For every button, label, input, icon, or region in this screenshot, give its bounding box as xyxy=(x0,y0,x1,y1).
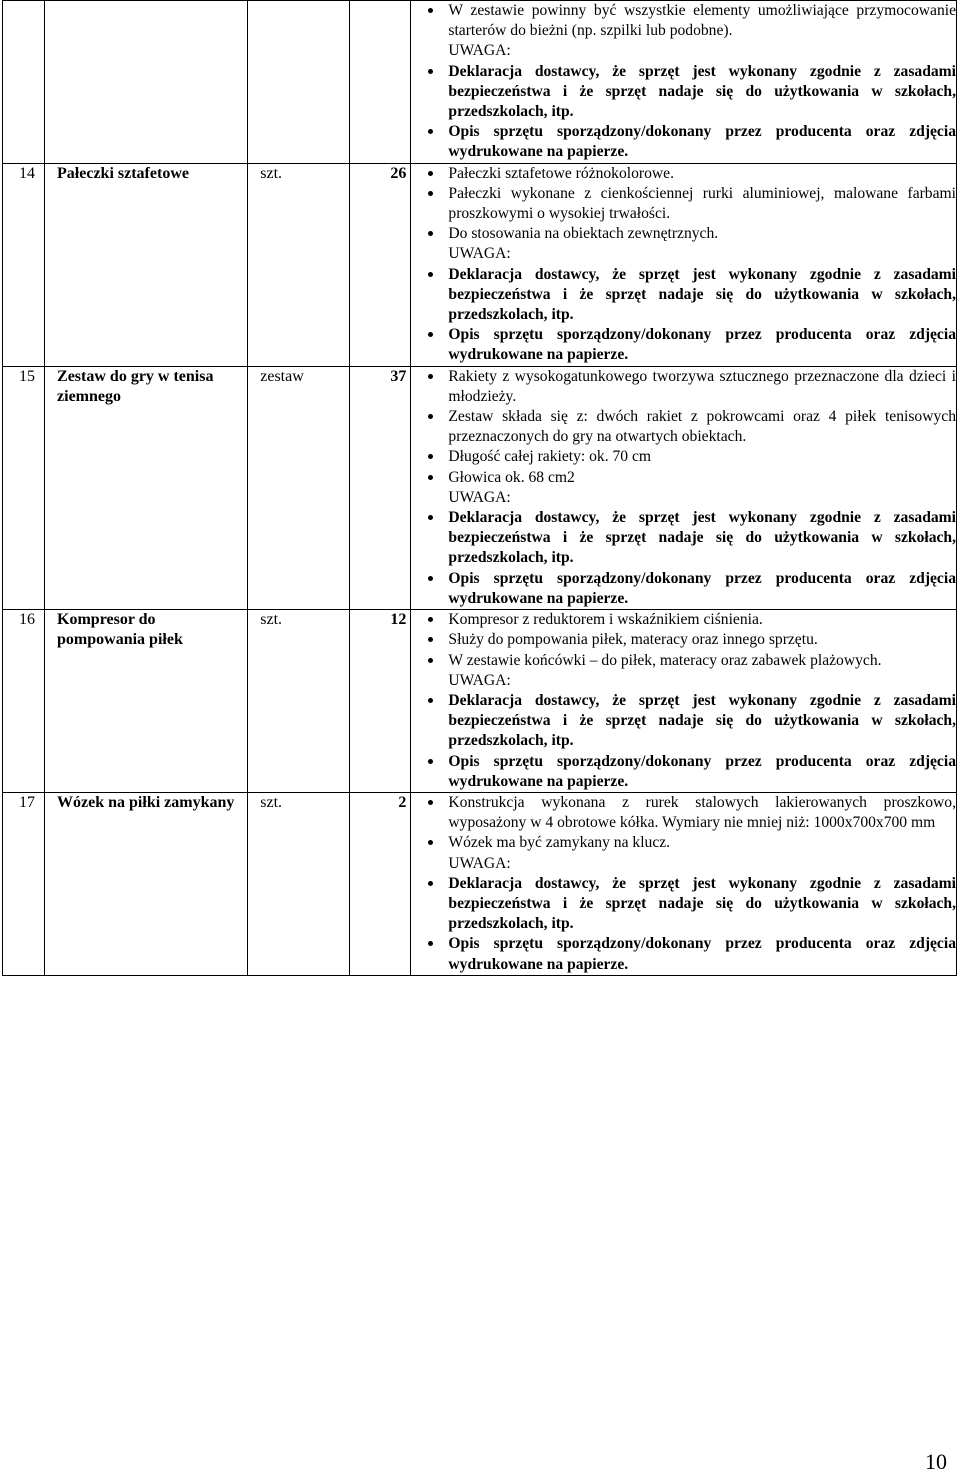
item-quantity: 12 xyxy=(390,611,407,629)
description-note-label: UWAGA: xyxy=(448,488,511,506)
item-name: Kompresor do pompowania piłek xyxy=(57,611,183,649)
item-name: Zestaw do gry w tenisa ziemnego xyxy=(57,367,214,405)
item-name-cell xyxy=(45,792,248,975)
item-description-list xyxy=(411,1,956,163)
item-unit-cell xyxy=(248,1,350,164)
item-quantity: 37 xyxy=(390,367,407,385)
item-description-cell xyxy=(411,610,957,793)
table-row xyxy=(3,610,957,793)
item-quantity: 26 xyxy=(390,164,407,182)
item-unit-cell xyxy=(248,366,350,609)
description-bullet-item: Pałeczki wykonane z cienkościennej rurki aluminiowej, malowane farbami proszkowymi o wysokiej trwałości. xyxy=(427,184,956,224)
item-name-cell xyxy=(45,1,248,164)
item-description-list xyxy=(411,610,956,792)
item-unit-cell xyxy=(248,163,350,366)
item-number-cell xyxy=(3,1,45,164)
item-description-list xyxy=(411,367,956,609)
page-number: 10 xyxy=(925,1449,947,1474)
item-number-cell xyxy=(3,366,45,609)
item-number-cell xyxy=(3,792,45,975)
description-bullet-item: W zestawie końcówki – do piłek, materacy oraz zabawek plażowych. xyxy=(427,651,956,671)
item-number: 14 xyxy=(19,164,35,182)
description-bullet-item: Rakiety z wysokogatunkowego tworzywa sztucznego przeznaczone dla dzieci i młodzieży. xyxy=(427,367,956,407)
description-bullet-item: Konstrukcja wykonana z rurek stalowych lakierowanych proszkowo, wyposażony w 4 obrotowe kółka. Wymiary nie mniej niż: 1000x700x700 mm xyxy=(427,793,956,833)
description-bullet-item: Opis sprzętu sporządzony/dokonany przez producenta oraz zdjęcia wydrukowane na papierze. xyxy=(427,325,956,365)
description-bullet-item: W zestawie powinny być wszystkie elementy umożliwiające przymocowanie starterów do bieżni (np. szpilki lub podobne). xyxy=(427,1,956,41)
item-description-list xyxy=(411,793,956,975)
item-quantity-cell xyxy=(350,366,411,609)
description-note-label: UWAGA: xyxy=(448,42,511,60)
item-quantity-cell xyxy=(350,792,411,975)
description-bullet-item: Opis sprzętu sporządzony/dokonany przez producenta oraz zdjęcia wydrukowane na papierze. xyxy=(427,934,956,974)
item-unit: szt. xyxy=(260,611,283,629)
description-bullet-item: Deklaracja dostawcy, że sprzęt jest wykonany zgodnie z zasadami bezpieczeństwa i że sprzęt nadaje się do użytkowania w szkołach, przedszkolach, itp. xyxy=(427,874,956,935)
item-quantity-cell xyxy=(350,610,411,793)
description-bullet-item: Kompresor z reduktorem i wskaźnikiem ciśnienia. xyxy=(427,610,956,630)
item-description-cell xyxy=(411,1,957,164)
item-unit: zestaw xyxy=(260,367,304,385)
item-unit-cell xyxy=(248,610,350,793)
item-number-cell xyxy=(3,163,45,366)
item-unit: szt. xyxy=(260,793,283,811)
item-unit: szt. xyxy=(260,164,283,182)
description-note-label: UWAGA: xyxy=(448,245,511,263)
description-bullet-item: Opis sprzętu sporządzony/dokonany przez producenta oraz zdjęcia wydrukowane na papierze. xyxy=(427,569,956,609)
item-number-cell xyxy=(3,610,45,793)
description-bullet-item: Zestaw składa się z: dwóch rakiet z pokrowcami oraz 4 piłek tenisowych przeznaczonych do gry na otwartych obiektach. xyxy=(427,407,956,447)
description-bullet-item: Pałeczki sztafetowe różnokolorowe. xyxy=(427,164,956,184)
item-description-list xyxy=(411,164,956,366)
description-bullet-item: Deklaracja dostawcy, że sprzęt jest wykonany zgodnie z zasadami bezpieczeństwa i że sprzęt nadaje się do użytkowania w szkołach, przedszkolach, itp. xyxy=(427,508,956,569)
item-number: 16 xyxy=(19,611,35,629)
item-quantity-cell xyxy=(350,163,411,366)
description-bullet-item: Opis sprzętu sporządzony/dokonany przez producenta oraz zdjęcia wydrukowane na papierze. xyxy=(427,122,956,162)
description-bullet-item: Długość całej rakiety: ok. 70 cm xyxy=(427,447,956,467)
description-bullet-item: Deklaracja dostawcy, że sprzęt jest wykonany zgodnie z zasadami bezpieczeństwa i że sprzęt nadaje się do użytkowania w szkołach, przedszkolach, itp. xyxy=(427,691,956,752)
table-row xyxy=(3,366,957,609)
item-name: Pałeczki sztafetowe xyxy=(57,164,189,182)
table-row xyxy=(3,163,957,366)
description-bullet-item: Głowica ok. 68 cm2 xyxy=(427,468,956,488)
table-row xyxy=(3,792,957,975)
item-number: 15 xyxy=(19,367,35,385)
item-unit-cell xyxy=(248,792,350,975)
description-bullet-item: Do stosowania na obiektach zewnętrznych. xyxy=(427,224,956,244)
item-quantity: 2 xyxy=(398,793,407,811)
table-row xyxy=(3,1,957,164)
item-description-cell xyxy=(411,366,957,609)
description-bullet-item: Wózek ma być zamykany na klucz. xyxy=(427,833,956,853)
item-name-cell xyxy=(45,366,248,609)
specification-table xyxy=(2,0,957,976)
item-quantity-cell xyxy=(350,1,411,164)
description-bullet-item: Służy do pompowania piłek, materacy oraz innego sprzętu. xyxy=(427,630,956,650)
specification-table-body xyxy=(3,1,957,976)
description-bullet-item: Opis sprzętu sporządzony/dokonany przez producenta oraz zdjęcia wydrukowane na papierze. xyxy=(427,752,956,792)
description-bullet-item: Deklaracja dostawcy, że sprzęt jest wykonany zgodnie z zasadami bezpieczeństwa i że sprzęt nadaje się do użytkowania w szkołach, przedszkolach, itp. xyxy=(427,265,956,326)
item-description-cell xyxy=(411,792,957,975)
description-note-label: UWAGA: xyxy=(448,854,511,872)
description-bullet-item: Deklaracja dostawcy, że sprzęt jest wykonany zgodnie z zasadami bezpieczeństwa i że sprzęt nadaje się do użytkowania w szkołach, przedszkolach, itp. xyxy=(427,62,956,123)
item-description-cell xyxy=(411,163,957,366)
item-number: 17 xyxy=(19,793,35,811)
item-name-cell xyxy=(45,163,248,366)
item-name-cell xyxy=(45,610,248,793)
description-note-label: UWAGA: xyxy=(448,671,511,689)
item-name: Wózek na piłki zamykany xyxy=(57,793,235,811)
